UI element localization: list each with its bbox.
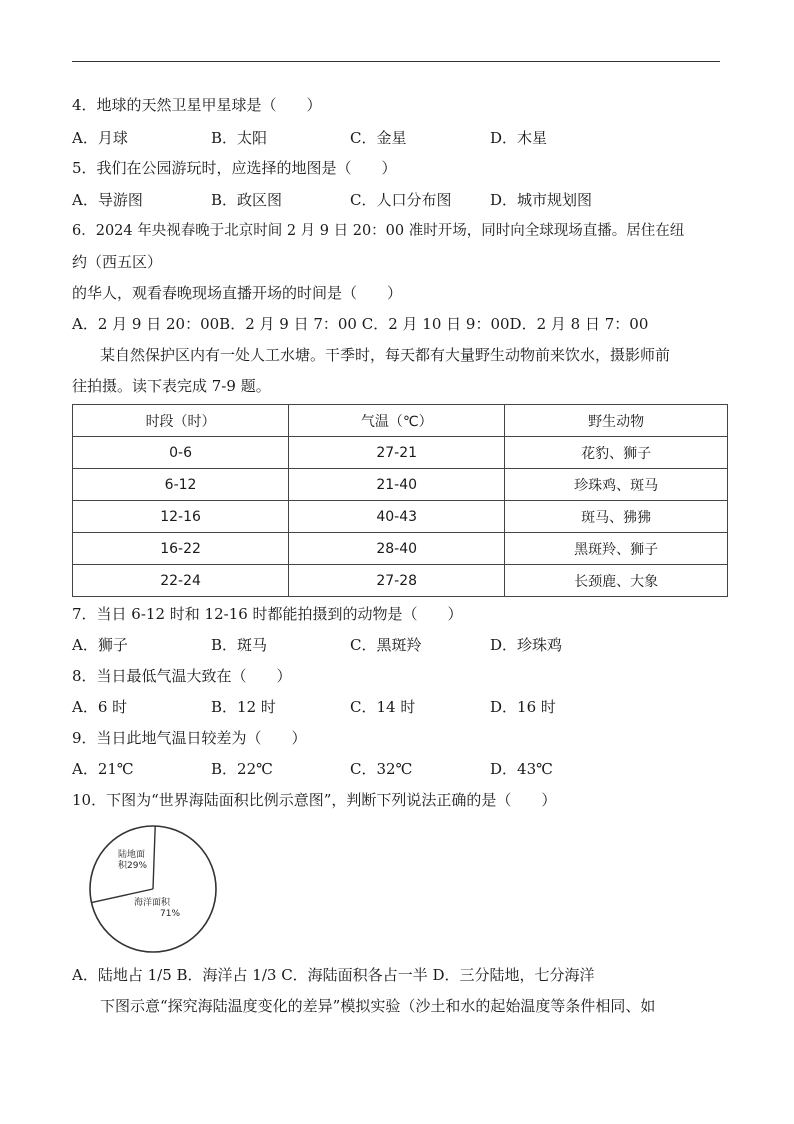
table-cell-animals: 珍珠鸡、斑马 [505, 469, 728, 501]
table-cell-animals: 长颈鹿、大象 [505, 565, 728, 597]
q4-option-d: D．木星 [490, 129, 548, 147]
q6-stem-line3: 的华人，观看春晚现场直播开场的时间是（ ） [72, 284, 403, 302]
table-header-temperature: 气温（℃） [289, 405, 505, 437]
q4-option-c: C．金星 [350, 129, 407, 147]
q5-option-d: D．城市规划图 [490, 191, 593, 209]
table-cell-period: 0-6 [73, 437, 289, 469]
intro-7-9-line2: 往拍摄。读下表完成 7-9 题。 [72, 377, 271, 395]
wildlife-table [72, 404, 728, 597]
table-cell-period: 16-22 [73, 533, 289, 565]
q5-stem: 5．我们在公园游玩时，应选择的地图是（ ） [72, 159, 397, 177]
q6-stem-line1: 6．2024 年央视春晚于北京时间 2 月 9 日 20：00 准时开场，同时向全球现场直播。居住在纽 [72, 223, 685, 239]
q4-option-b: B．太阳 [211, 129, 268, 147]
pie-label-land-line1: 陆地面 [118, 850, 146, 860]
q5-option-a: A．导游图 [72, 191, 143, 209]
q8-option-c: C．14 时 [350, 698, 416, 716]
q10-stem: 10．下图为“世界海陆面积比例示意图”，判断下列说法正确的是（ ） [72, 791, 557, 809]
q6-options: A．2 月 9 日 20：00B．2 月 9 日 7：00 C．2 月 10 日 9：00D．2 月 8 日 7：00 [72, 315, 649, 333]
q4-stem: 4．地球的天然卫星甲星球是（ ） [72, 96, 322, 114]
q8-option-b: B．12 时 [211, 698, 276, 716]
table-cell-temperature: 40-43 [289, 501, 505, 533]
table-cell-animals: 斑马、狒狒 [505, 501, 728, 533]
q9-option-d: D．43℃ [490, 760, 553, 778]
table-header-row [73, 405, 728, 437]
q7-option-b: B．斑马 [211, 636, 268, 654]
q10-options: A．陆地占 1/5 B．海洋占 1/3 C．海陆面积各占一半 D．三分陆地，七分海洋 [72, 966, 595, 984]
table-row [73, 469, 728, 501]
pie-label-ocean-line2: 71% [160, 909, 181, 919]
q7-option-d: D．珍珠鸡 [490, 636, 563, 654]
q8-option-d: D．16 时 [490, 698, 556, 716]
intro-next-line: 下图示意“探究海陆温度变化的差异”模拟实验（沙土和水的起始温度等条件相同、如 [100, 997, 656, 1015]
q5-option-c: C．人口分布图 [350, 191, 452, 209]
q8-option-a: A．6 时 [72, 698, 128, 716]
q9-option-b: B．22℃ [211, 760, 273, 778]
table-cell-period: 6-12 [73, 469, 289, 501]
table-header-period: 时段（时） [73, 405, 289, 437]
table-cell-temperature: 28-40 [289, 533, 505, 565]
pie-label-ocean [134, 898, 180, 920]
land-sea-pie-chart [86, 822, 220, 956]
pie-label-land [118, 850, 147, 872]
q7-option-c: C．黑斑羚 [350, 636, 422, 654]
table-row [73, 437, 728, 469]
table-cell-temperature: 27-21 [289, 437, 505, 469]
q7-stem: 7．当日 6-12 时和 12-16 时都能拍摄到的动物是（ ） [72, 605, 463, 623]
pie-label-land-line2: 积29% [118, 861, 148, 871]
q9-stem: 9．当日此地气温日较差为（ ） [72, 729, 307, 747]
q8-stem: 8．当日最低气温大致在（ ） [72, 667, 292, 685]
table-cell-temperature: 27-28 [289, 565, 505, 597]
q4-option-a: A．月球 [72, 129, 128, 147]
q9-option-a: A．21℃ [72, 760, 134, 778]
table-cell-animals: 花豹、狮子 [505, 437, 728, 469]
table-cell-period: 22-24 [73, 565, 289, 597]
table-row [73, 501, 728, 533]
pie-label-ocean-line1: 海洋面积 [134, 898, 171, 908]
q6-stem-line2: 约（西五区） [72, 253, 163, 271]
table-cell-temperature: 21-40 [289, 469, 505, 501]
q7-option-a: A．狮子 [72, 636, 128, 654]
table-header-animals: 野生动物 [505, 405, 728, 437]
table-row [73, 565, 728, 597]
table-row [73, 533, 728, 565]
q5-option-b: B．政区图 [211, 191, 283, 209]
table-cell-period: 12-16 [73, 501, 289, 533]
header-rule [72, 61, 720, 62]
table-cell-animals: 黑斑羚、狮子 [505, 533, 728, 565]
q9-option-c: C．32℃ [350, 760, 413, 778]
intro-7-9-line1: 某自然保护区内有一处人工水塘。干季时，每天都有大量野生动物前来饮水，摄影师前 [100, 346, 671, 364]
